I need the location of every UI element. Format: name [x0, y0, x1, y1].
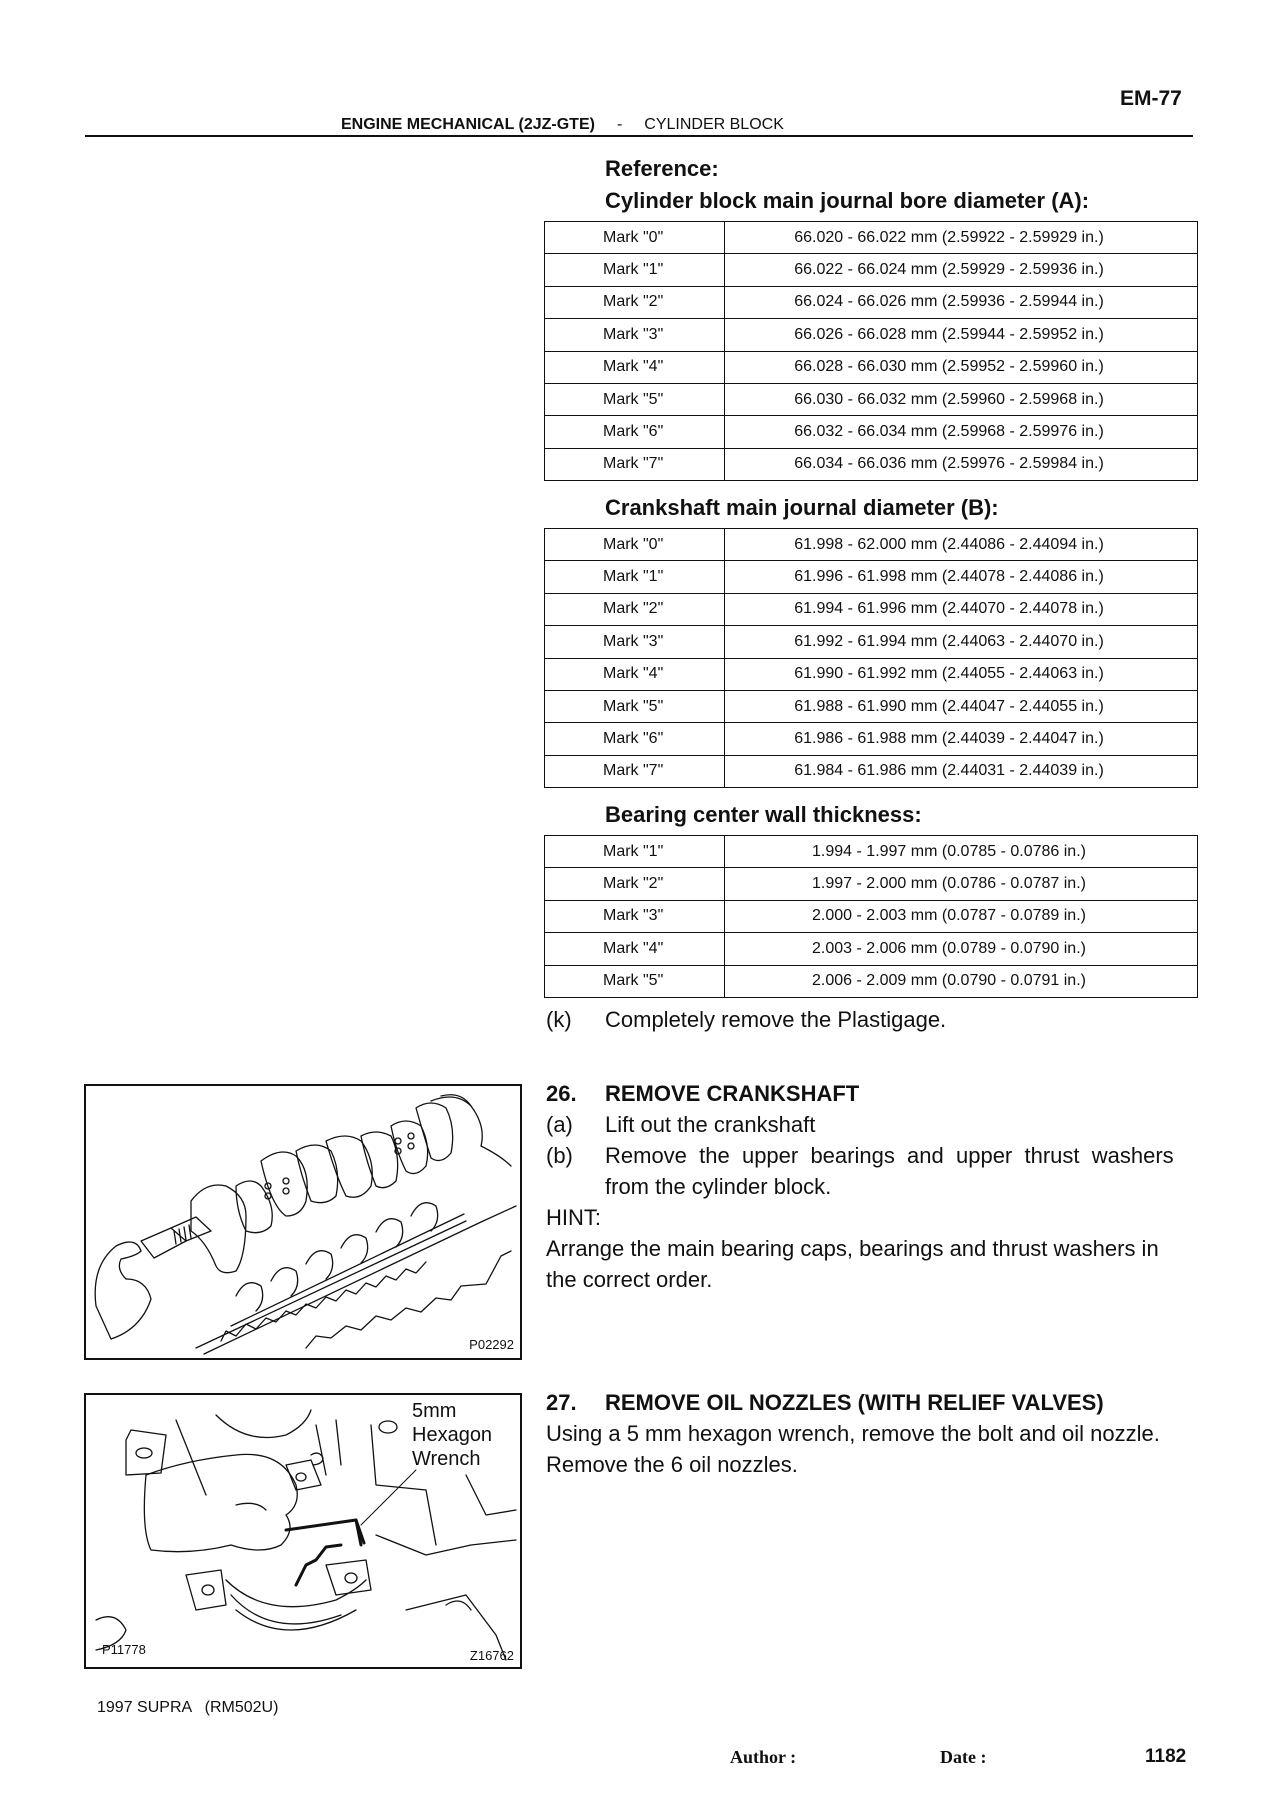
step-k-label: (k)	[546, 1007, 572, 1032]
bearing-wall-table	[544, 835, 1198, 998]
section-title: ENGINE MECHANICAL (2JZ-GTE)	[341, 116, 595, 133]
wrench-callout	[412, 1399, 492, 1471]
mark-cell: Mark "2"	[545, 868, 725, 900]
table-row	[545, 416, 1198, 448]
mark-cell: Mark "0"	[545, 222, 725, 254]
callout-line: Hexagon	[412, 1424, 493, 1446]
hint-text-line2: the correct order.	[546, 1267, 713, 1292]
table-row	[545, 254, 1198, 286]
table-row	[545, 690, 1198, 722]
mark-cell: Mark "6"	[545, 416, 725, 448]
value-cell: 2.003 - 2.006 mm (0.0789 - 0.0790 in.)	[725, 933, 1198, 965]
value-cell: 66.030 - 66.032 mm (2.59960 - 2.59968 in.)	[725, 383, 1198, 415]
mark-cell: Mark "1"	[545, 561, 725, 593]
table-row	[545, 383, 1198, 415]
figure-code-left: P11778	[102, 1642, 146, 1657]
mark-cell: Mark "3"	[545, 626, 725, 658]
value-cell: 61.986 - 61.988 mm (2.44039 - 2.44047 in.)	[725, 723, 1198, 755]
value-cell: 66.020 - 66.022 mm (2.59922 - 2.59929 in.)	[725, 222, 1198, 254]
mark-cell: Mark "3"	[545, 900, 725, 932]
value-cell: 61.984 - 61.986 mm (2.44031 - 2.44039 in.)	[725, 755, 1198, 787]
running-header	[341, 116, 784, 134]
header-separator: -	[616, 116, 623, 133]
table-row	[545, 286, 1198, 318]
table-row	[545, 868, 1198, 900]
step-26-number: 26.	[546, 1081, 577, 1106]
oil-nozzle-figure	[84, 1393, 522, 1669]
header-rule	[85, 135, 1193, 137]
mark-cell: Mark "1"	[545, 254, 725, 286]
value-cell: 61.988 - 61.990 mm (2.44047 - 2.44055 in.)	[725, 690, 1198, 722]
value-cell: 66.028 - 66.030 mm (2.59952 - 2.59960 in.)	[725, 351, 1198, 383]
step-27-text-line1: Using a 5 mm hexagon wrench, remove the bolt and oil nozzle.	[546, 1421, 1160, 1446]
mark-cell: Mark "4"	[545, 658, 725, 690]
mark-cell: Mark "0"	[545, 529, 725, 561]
mark-cell: Mark "2"	[545, 593, 725, 625]
mark-cell: Mark "5"	[545, 383, 725, 415]
crankshaft-figure	[84, 1084, 522, 1360]
bore-diameter-table	[544, 221, 1198, 481]
table-row	[545, 561, 1198, 593]
value-cell: 1.994 - 1.997 mm (0.0785 - 0.0786 in.)	[725, 836, 1198, 868]
value-cell: 61.998 - 62.000 mm (2.44086 - 2.44094 in.)	[725, 529, 1198, 561]
hint-text-line1: Arrange the main bearing caps, bearings and thrust washers in	[546, 1236, 1159, 1261]
value-cell: 61.996 - 61.998 mm (2.44078 - 2.44086 in.)	[725, 561, 1198, 593]
step-26a-text: Lift out the crankshaft	[605, 1112, 816, 1137]
hint-label: HINT:	[546, 1205, 601, 1230]
value-cell: 1.997 - 2.000 mm (0.0786 - 0.0787 in.)	[725, 868, 1198, 900]
step-26-title: REMOVE CRANKSHAFT	[605, 1081, 860, 1106]
table-row	[545, 448, 1198, 480]
mark-cell: Mark "7"	[545, 755, 725, 787]
table-row	[545, 593, 1198, 625]
table-row	[545, 319, 1198, 351]
mark-cell: Mark "4"	[545, 933, 725, 965]
subsection-title: CYLINDER BLOCK	[644, 116, 784, 133]
callout-line: 5mm	[412, 1400, 457, 1422]
model-identifier: 1997 SUPRA (RM502U)	[97, 1699, 279, 1716]
value-cell: 66.032 - 66.034 mm (2.59968 - 2.59976 in.)	[725, 416, 1198, 448]
page-code: EM-77	[1120, 87, 1182, 110]
table-row	[545, 933, 1198, 965]
author-label: Author :	[730, 1747, 797, 1767]
figure-code: P02292	[469, 1337, 514, 1352]
mark-cell: Mark "7"	[545, 448, 725, 480]
value-cell: 2.000 - 2.003 mm (0.0787 - 0.0789 in.)	[725, 900, 1198, 932]
step-26b-text-line2: from the cylinder block.	[605, 1174, 832, 1199]
step-27-title: REMOVE OIL NOZZLES (WITH RELIEF VALVES)	[605, 1390, 1104, 1415]
mark-cell: Mark "3"	[545, 319, 725, 351]
value-cell: 66.026 - 66.028 mm (2.59944 - 2.59952 in.)	[725, 319, 1198, 351]
mark-cell: Mark "5"	[545, 965, 725, 997]
table-row	[545, 965, 1198, 997]
table-row	[545, 658, 1198, 690]
crankshaft-journal-table	[544, 528, 1198, 788]
table-row	[545, 529, 1198, 561]
step-26b-label: (b)	[546, 1143, 573, 1168]
table-b-title: Crankshaft main journal diameter (B):	[605, 495, 999, 520]
page-number: 1182	[1145, 1746, 1187, 1767]
step-k-text: Completely remove the Plastigage.	[605, 1007, 947, 1032]
date-label: Date :	[940, 1747, 987, 1767]
table-row	[545, 222, 1198, 254]
step-27-text-line2: Remove the 6 oil nozzles.	[546, 1452, 798, 1477]
step-26a-label: (a)	[546, 1112, 573, 1137]
step-27-number: 27.	[546, 1390, 577, 1415]
crankshaft-illustration-icon	[86, 1086, 520, 1358]
callout-line: Wrench	[412, 1448, 481, 1470]
value-cell: 66.024 - 66.026 mm (2.59936 - 2.59944 in.)	[725, 286, 1198, 318]
table-row	[545, 723, 1198, 755]
value-cell: 66.022 - 66.024 mm (2.59929 - 2.59936 in.)	[725, 254, 1198, 286]
table-row	[545, 351, 1198, 383]
value-cell: 61.990 - 61.992 mm (2.44055 - 2.44063 in.)	[725, 658, 1198, 690]
value-cell: 66.034 - 66.036 mm (2.59976 - 2.59984 in.)	[725, 448, 1198, 480]
table-row	[545, 900, 1198, 932]
table-row	[545, 836, 1198, 868]
mark-cell: Mark "5"	[545, 690, 725, 722]
value-cell: 61.994 - 61.996 mm (2.44070 - 2.44078 in.)	[725, 593, 1198, 625]
step-26b-text-line1: Remove the upper bearings and upper thrust washers	[605, 1143, 1174, 1168]
mark-cell: Mark "6"	[545, 723, 725, 755]
mark-cell: Mark "2"	[545, 286, 725, 318]
table-c-title: Bearing center wall thickness:	[605, 802, 922, 827]
mark-cell: Mark "4"	[545, 351, 725, 383]
table-a-title: Cylinder block main journal bore diameter (A):	[605, 188, 1090, 213]
value-cell: 2.006 - 2.009 mm (0.0790 - 0.0791 in.)	[725, 965, 1198, 997]
value-cell: 61.992 - 61.994 mm (2.44063 - 2.44070 in.)	[725, 626, 1198, 658]
figure-code-right: Z16762	[469, 1648, 514, 1663]
mark-cell: Mark "1"	[545, 836, 725, 868]
table-row	[545, 626, 1198, 658]
reference-label: Reference:	[605, 156, 719, 181]
table-row	[545, 755, 1198, 787]
